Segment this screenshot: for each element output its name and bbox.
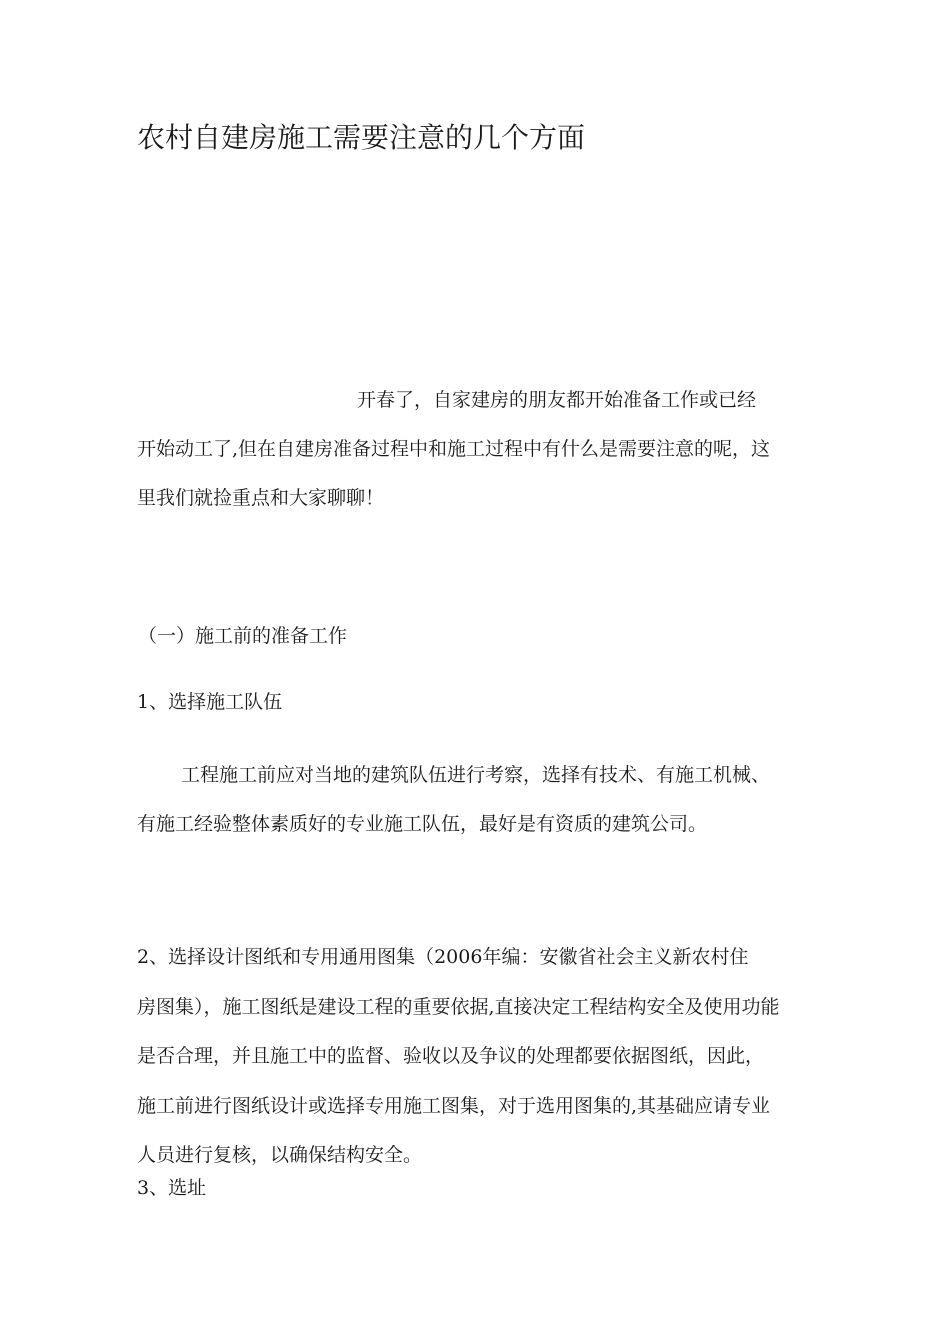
item1-line-2: 有施工经验整体素质好的专业施工队伍，最好是有资质的建筑公司。 [137, 813, 708, 835]
document-title: 农村自建房施工需要注意的几个方面 [137, 121, 586, 154]
item3-heading: 3、选址 [137, 1177, 207, 1199]
item2-line-4: 施工前进行图纸设计或选择专用施工图集，对于选用图集的,其基础应请专业 [137, 1095, 771, 1117]
item1-heading: 1、选择施工队伍 [137, 691, 283, 713]
intro-line-2: 开始动工了,但在自建房准备过程中和施工过程中有什么是需要注意的呢，这 [137, 438, 771, 460]
item1-line-1: 工程施工前应对当地的建筑队伍进行考察，选择有技术、有施工机械、 [181, 764, 771, 786]
item2-line-2: 房图集），施工图纸是建设工程的重要依据,直接决定工程结构安全及使用功能 [137, 996, 780, 1018]
intro-line-3: 里我们就捡重点和大家聊聊！ [137, 487, 385, 509]
intro-line-1: 开春了，自家建房的朋友都开始准备工作或已经 [357, 389, 757, 411]
item2-line-5: 人员进行复核，以确保结构安全。 [137, 1144, 423, 1166]
item2-line-3: 是否合理，并且施工中的监督、验收以及争议的处理都要依据图纸，因此， [137, 1045, 765, 1067]
section-heading: （一）施工前的准备工作 [138, 625, 348, 647]
item2-line-1: 2、选择设计图纸和专用通用图集（2006年编：安徽省社会主义新农村住 [137, 946, 749, 968]
